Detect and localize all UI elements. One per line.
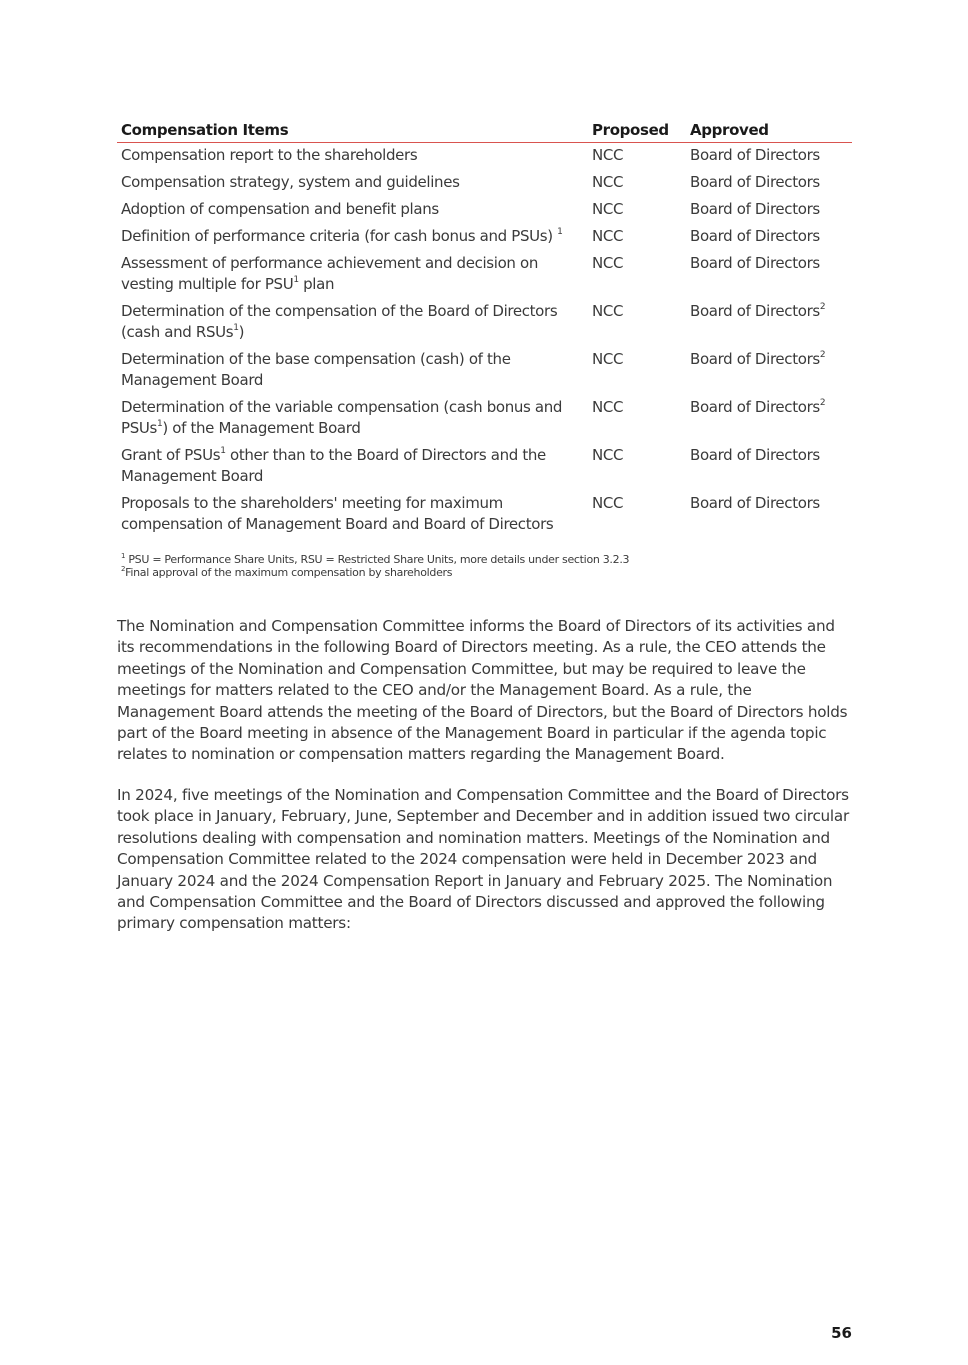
row-approved: [686, 395, 852, 443]
row-approved: Board of Directors: [690, 200, 820, 218]
table-header-row: [117, 118, 852, 143]
footnote-text: Final approval of the maximum compensation by shareholders: [125, 566, 453, 579]
table-row: [117, 143, 852, 171]
row-item-text-cont: ): [238, 323, 245, 341]
table-row: [117, 395, 852, 443]
row-item-text-cont: ) of the Management Board: [162, 419, 361, 437]
body-paragraph-meetings-2024: In 2024, five meetings of the Nomination and Compensation Committee and the Board of Directors took place in January, February, June, September and December and in addition issued two circular resolutions dealing with compensation and nomination matters. Meetings of the Nomination and Compensation Committee related to the 2024 compensation were held in December 2023 and January 2024 and the 2024 Compensation Report in January and February 2025. The Nomination and Compensation Committee and the Board of Directors discussed and approved the following primary compensation matters:: [117, 786, 849, 933]
row-item: Proposals to the shareholders' meeting for maximum compensation of Management Board and Board of Directors: [121, 494, 554, 533]
header-compensation-items: Compensation Items: [117, 118, 588, 143]
row-item: Determination of the base compensation (cash) of the Management Board: [121, 350, 511, 389]
row-approved: Board of Directors: [690, 446, 820, 464]
row-item-text: Determination of the variable compensation (cash bonus and PSUs: [121, 398, 563, 437]
footnote-text: PSU = Performance Share Units, RSU = Restricted Share Units, more details under section 3.2.3: [125, 553, 630, 566]
footnote-ref: 2: [819, 398, 826, 408]
row-proposed: NCC: [592, 146, 624, 164]
row-approved: [686, 299, 852, 347]
row-approved: Board of Directors: [690, 173, 820, 191]
footnote-ref: 1: [293, 275, 299, 285]
row-proposed: NCC: [592, 254, 624, 272]
row-approved: Board of Directors: [690, 227, 820, 245]
footnote-2: [121, 566, 629, 579]
table-row: [117, 197, 852, 224]
row-proposed: NCC: [592, 227, 624, 245]
row-proposed: NCC: [592, 446, 624, 464]
body-paragraph-committee-reporting: The Nomination and Compensation Committee informs the Board of Directors of its activities and its recommendations in the following Board of Directors meeting. As a rule, the CEO attends the meetings of the Nomination and Compensation Committee, but may be required to leave the meetings for matters related to the CEO and/or the Management Board. As a rule, the Management Board attends the meeting of the Board of Directors, but the Board of Directors holds part of the Board meeting in absence of the Management Board in particular if the agenda topic relates to nomination or compensation matters regarding the Management Board.: [117, 617, 848, 764]
row-approved-text: Board of Directors: [690, 398, 820, 416]
row-proposed: NCC: [592, 173, 624, 191]
row-item: Adoption of compensation and benefit plans: [121, 200, 439, 218]
footnote-ref: 1: [220, 446, 226, 456]
table-row: [117, 491, 852, 539]
row-proposed: NCC: [592, 302, 624, 320]
row-approved: Board of Directors: [690, 146, 820, 164]
header-proposed: Proposed: [588, 118, 686, 143]
row-item: [117, 251, 588, 299]
row-item: [117, 224, 588, 251]
table-row: [117, 224, 852, 251]
compensation-items-table: [117, 118, 852, 539]
table-row: [117, 347, 852, 395]
row-item-text-cont: plan: [298, 275, 335, 293]
page-number: 56: [831, 1324, 852, 1342]
footnote-ref: 1: [156, 419, 163, 429]
footnote-mark: 1: [121, 552, 126, 560]
table-row: [117, 299, 852, 347]
table-footnotes: [121, 553, 629, 579]
row-proposed: NCC: [592, 200, 624, 218]
row-proposed: NCC: [592, 494, 624, 512]
table-row: [117, 443, 852, 491]
row-item: [117, 443, 588, 491]
header-approved: Approved: [686, 118, 852, 143]
row-item: Compensation report to the shareholders: [121, 146, 418, 164]
footnote-1: [121, 553, 629, 566]
row-item-text: Definition of performance criteria (for cash bonus and PSUs): [121, 227, 553, 245]
row-item-text-cont: other than to the Board of Directors and the Management Board: [121, 446, 546, 485]
row-proposed: NCC: [592, 398, 624, 416]
row-item-text: Grant of PSUs: [121, 446, 221, 464]
row-item-text: Determination of the compensation of the Board of Directors (cash and RSUs: [121, 302, 558, 341]
footnote-mark: 2: [121, 565, 126, 573]
row-approved-text: Board of Directors: [690, 302, 820, 320]
row-item: [117, 395, 588, 443]
row-approved: [686, 347, 852, 395]
footnote-ref: 1: [557, 227, 563, 237]
footnote-ref: 2: [819, 302, 826, 312]
footnote-ref: 1: [233, 323, 239, 333]
table-row: [117, 170, 852, 197]
row-item: Compensation strategy, system and guidelines: [121, 173, 460, 191]
table-row: [117, 251, 852, 299]
footnote-ref: 2: [819, 350, 826, 360]
row-approved: Board of Directors: [690, 494, 820, 512]
row-proposed: NCC: [592, 350, 624, 368]
row-item-text: Assessment of performance achievement and decision on vesting multiple for PSU: [121, 254, 538, 293]
row-item: [117, 299, 588, 347]
row-approved: Board of Directors: [690, 254, 820, 272]
row-approved-text: Board of Directors: [690, 350, 820, 368]
